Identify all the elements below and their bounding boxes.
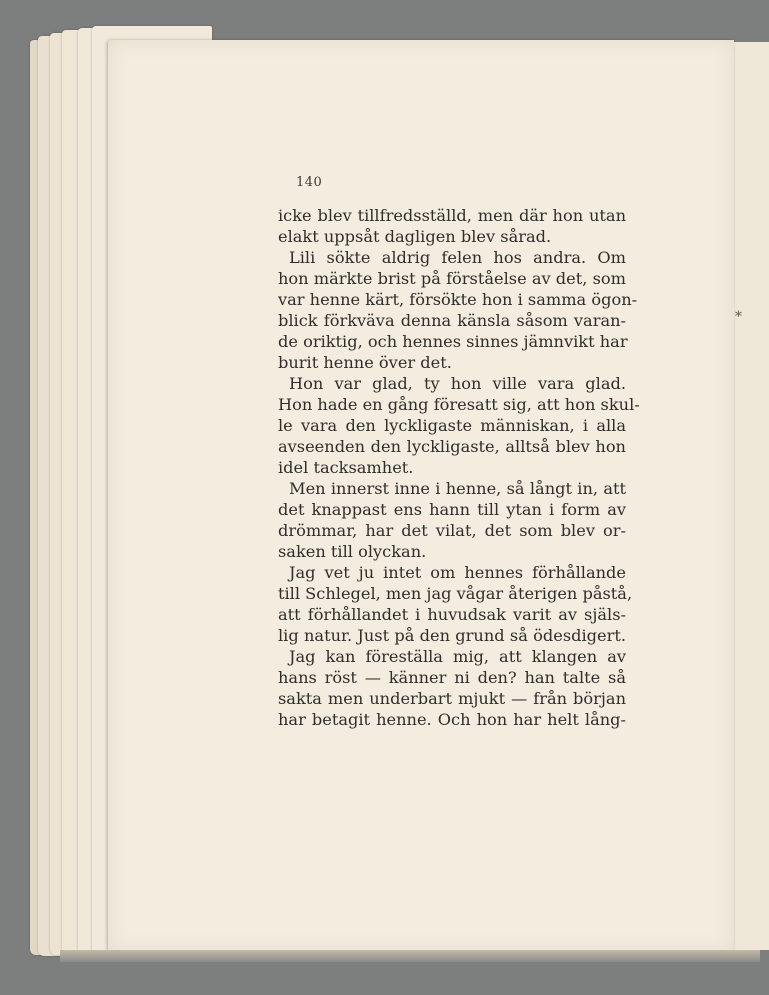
text-line: det knappast ens hann till ytan i form av [278, 500, 626, 519]
text-line: idel tacksamhet. [278, 458, 414, 477]
text-line: blick förkväva denna känsla såsom varan- [278, 311, 626, 330]
text-line: drömmar, har det vilat, det som blev or- [278, 521, 626, 540]
text-line: var henne kärt, försökte hon i samma ögon- [278, 290, 638, 309]
text-line: Men innerst inne i henne, så långt in, att [289, 479, 626, 498]
text-line: till Schlegel, men jag vågar återigen påstå, [278, 584, 633, 603]
text-line: le vara den lyckligaste människan, i alla [278, 416, 626, 435]
text-line: Jag vet ju intet om hennes förhållande [289, 563, 626, 582]
text-line: burit henne över det. [278, 353, 452, 372]
text-line: hon märkte brist på förståelse av det, som [278, 269, 626, 288]
book-page [108, 40, 734, 952]
text-line: de oriktig, och hennes sinnes jämnvikt har [278, 332, 628, 351]
facing-page [733, 42, 769, 950]
text-line: har betagit henne. Och hon har helt lång- [278, 710, 626, 729]
facing-page-mark: * [735, 309, 742, 325]
text-line: Lili sökte aldrig felen hos andra. Om [289, 248, 626, 267]
text-line: Hon var glad, ty hon ville vara glad. [289, 374, 626, 393]
text-line: lig natur. Just på den grund så ödesdigert. [278, 626, 626, 645]
page-number: 140 [296, 175, 323, 190]
text-line: avseenden den lyckligaste, alltså blev hon [278, 437, 626, 456]
text-line: icke blev tillfredsställd, men där hon utan [278, 206, 626, 225]
text-line: hans röst — känner ni den? han talte så [278, 668, 626, 687]
text-line: sakta men underbart mjukt — från början [278, 689, 626, 708]
text-line: saken till olyckan. [278, 542, 427, 561]
text-line: Jag kan föreställa mig, att klangen av [289, 647, 626, 666]
book-bottom-edge [60, 950, 760, 962]
text-line: Hon hade en gång föresatt sig, att hon skul- [278, 395, 640, 414]
text-line: att förhållandet i huvudsak varit av själs- [278, 605, 626, 624]
page-text [278, 205, 640, 730]
text-line: elakt uppsåt dagligen blev sårad. [278, 227, 552, 246]
